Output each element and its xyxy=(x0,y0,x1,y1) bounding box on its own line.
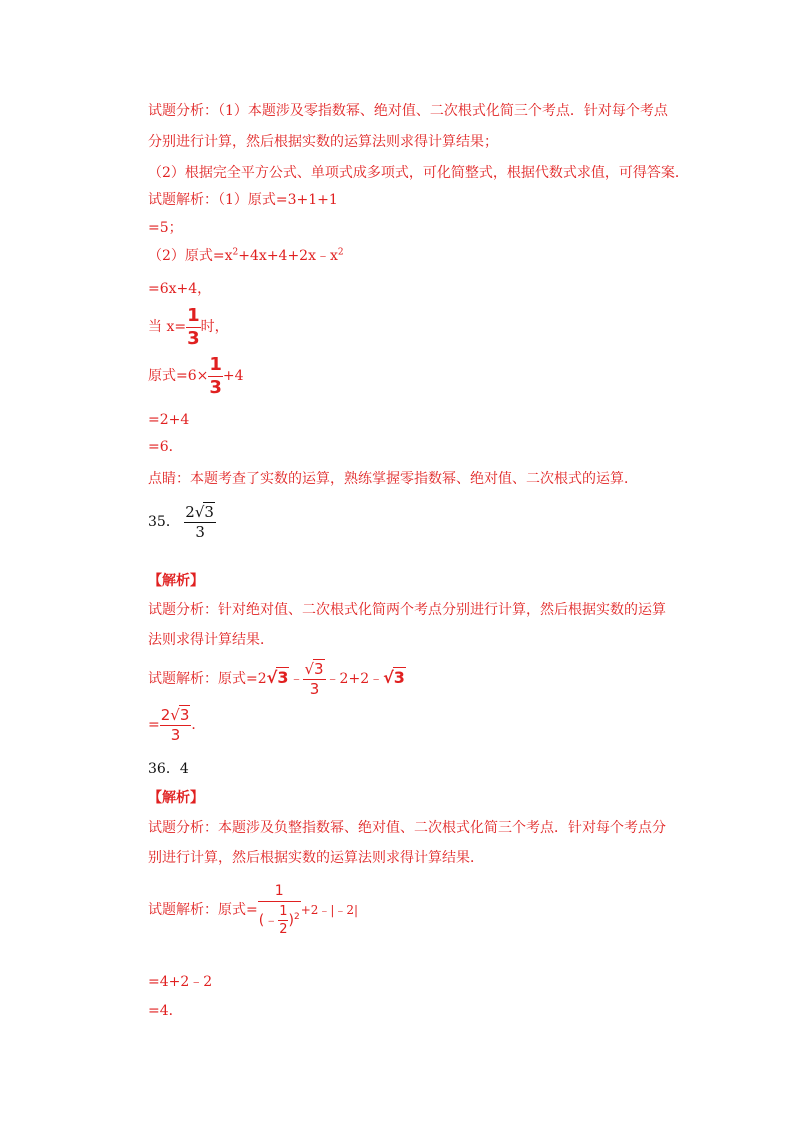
big-fraction: 1 (﹣ $\frac{1}{2}$ )$^2$ xyxy=(258,883,300,937)
fraction: $\frac{√3}{3}$ xyxy=(304,659,324,698)
expr-part: = xyxy=(148,717,160,733)
text-line xyxy=(148,703,205,747)
text-line: 法则求得计算结果． xyxy=(148,632,274,648)
text-line: 试题分析：针对绝对值、二次根式化简两个考点分别进行计算，然后根据实数的运算 xyxy=(148,602,666,618)
jiexi-heading: 【解析】 xyxy=(148,790,204,806)
text-line: =6． xyxy=(148,439,183,455)
text-line: 试题解析：（1）原式=3+1+1 xyxy=(148,192,338,208)
text-line: （2）根据完全平方公式、单项式成多项式，可化简整式，根据代数式求值，可得答案． xyxy=(148,165,689,181)
text-line xyxy=(148,656,406,701)
sqrt-expr: √3 xyxy=(383,668,405,687)
text-line xyxy=(148,246,344,266)
jiexi-heading: 【解析】 xyxy=(148,573,204,589)
question-number: 35． xyxy=(148,514,180,530)
expr-part: （2）原式=x xyxy=(148,248,233,264)
text-line: 试题分析：本题涉及负整指数幂、绝对值、二次根式化简三个考点．针对每个考点分 xyxy=(148,820,666,836)
text-line: 点睛：本题考查了实数的运算，熟练掌握零指数幂、绝对值、二次根式的运算． xyxy=(148,471,638,487)
answer-fraction: $\frac{2√3}{3}$ xyxy=(185,502,214,541)
text-line xyxy=(148,354,244,398)
expr-part: ． xyxy=(191,717,206,733)
text-line xyxy=(148,305,229,349)
expr-part: ﹣2+2﹣ xyxy=(325,671,384,687)
fraction: $\frac{1}{3}$ xyxy=(187,304,200,349)
text-line: =5； xyxy=(148,220,183,236)
fraction: $\frac{1}{3}$ xyxy=(209,353,222,398)
expr-part: 当 x= xyxy=(148,319,187,335)
text-line: 别进行计算，然后根据实数的运算法则求得计算结果． xyxy=(148,850,484,866)
exponent: 2 xyxy=(337,247,344,258)
expr-part: 试题解析：原式= xyxy=(148,902,258,918)
text-line: =4+2﹣2 xyxy=(148,974,213,990)
expr-part: ﹣ xyxy=(289,671,304,687)
expr-part: 时， xyxy=(200,319,229,335)
question-36: 36．4 xyxy=(148,761,189,777)
text-line: =6x+4， xyxy=(148,281,212,297)
text-line: 分别进行计算，然后根据实数的运算法则求得计算结果； xyxy=(148,134,498,150)
fraction: $\frac{2√3}{3}$ xyxy=(160,705,190,744)
expr-part: +2﹣|﹣2| xyxy=(300,903,359,917)
expr-part: 试题解析：原式=2 xyxy=(148,671,267,687)
question-35 xyxy=(148,500,216,544)
text-line: =2+4 xyxy=(148,412,190,428)
expr-part: +4 xyxy=(222,368,244,384)
text-line: 试题分析：（1）本题涉及零指数幂、绝对值、二次根式化简三个考点．针对每个考点 xyxy=(148,103,668,119)
text-line: =4． xyxy=(148,1003,183,1019)
expr-part: 原式=6× xyxy=(148,368,209,384)
text-line xyxy=(148,880,358,940)
expr-part: +4x+4+2x﹣x xyxy=(238,248,338,264)
sqrt-expr: √3 xyxy=(266,668,289,687)
exponent: 2 xyxy=(232,247,239,258)
